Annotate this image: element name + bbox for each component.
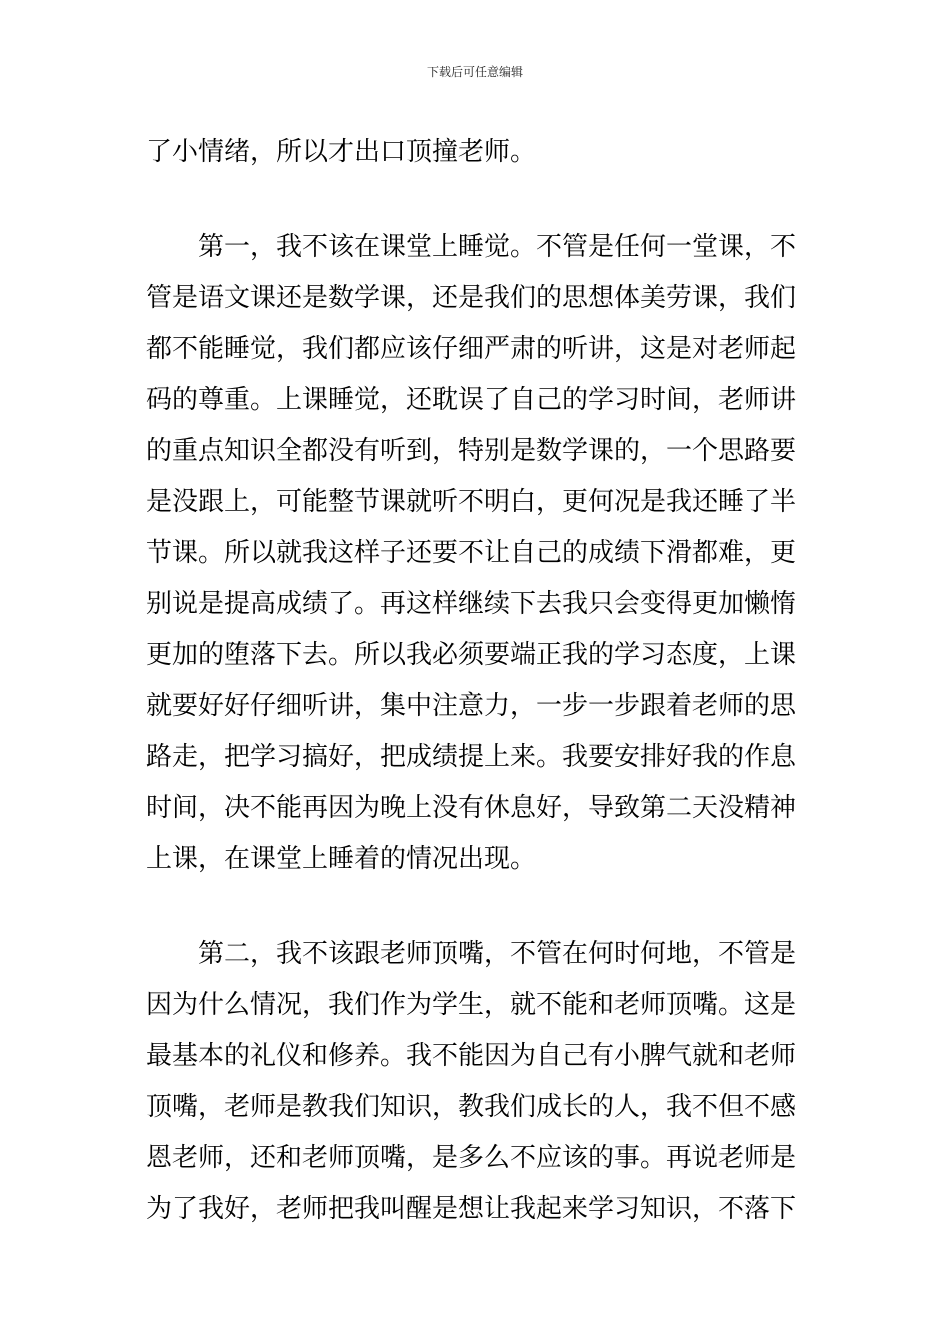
paragraph-line: 上课，在课堂上睡着的情况出现。: [146, 844, 537, 874]
paragraph-line: 第一，我不该在课堂上睡觉。不管是任何一堂课，不: [198, 232, 797, 262]
paragraph-line: 恩老师，还和老师顶嘴，是多么不应该的事。再说老师是: [146, 1143, 797, 1173]
paragraph-line: 都不能睡觉，我们都应该仔细严肃的听讲，这是对老师起: [146, 334, 797, 364]
paragraph-line: 路走，把学习搞好，把成绩提上来。我要安排好我的作息: [146, 742, 797, 772]
paragraph-line: 顶嘴，老师是教我们知识，教我们成长的人，我不但不感: [146, 1092, 797, 1122]
paragraph-line: 第二，我不该跟老师顶嘴，不管在何时何地，不管是: [198, 939, 797, 969]
paragraph-line: 最基本的礼仪和修养。我不能因为自己有小脾气就和老师: [146, 1041, 797, 1071]
paragraph-line: 管是语文课还是数学课，还是我们的思想体美劳课，我们: [146, 283, 797, 313]
paragraph-line: 别说是提高成绩了。再这样继续下去我只会变得更加懒惰: [146, 589, 797, 619]
paragraph-line: 为了我好，老师把我叫醒是想让我起来学习知识，不落下: [146, 1194, 797, 1224]
paragraph-line: 就要好好仔细听讲，集中注意力，一步一步跟着老师的思: [146, 691, 797, 721]
paragraph-line: 因为什么情况，我们作为学生，就不能和老师顶嘴。这是: [146, 990, 797, 1020]
paragraph-line: 的重点知识全都没有听到，特别是数学课的，一个思路要: [146, 436, 797, 466]
paragraph-line: 更加的堕落下去。所以我必须要端正我的学习态度，上课: [146, 640, 797, 670]
paragraph-line: 时间，决不能再因为晚上没有休息好，导致第二天没精神: [146, 793, 797, 823]
page-header: 下载后可任意编辑: [426, 65, 523, 79]
paragraph-line: 是没跟上，可能整节课就听不明白，更何况是我还睡了半: [146, 487, 797, 517]
paragraph-line: 节课。所以就我这样子还要不让自己的成绩下滑都难，更: [146, 538, 797, 568]
text-line: 了小情绪，所以才出口顶撞老师。: [146, 137, 537, 167]
paragraph-line: 码的尊重。上课睡觉，还耽误了自己的学习时间，老师讲: [146, 385, 797, 415]
